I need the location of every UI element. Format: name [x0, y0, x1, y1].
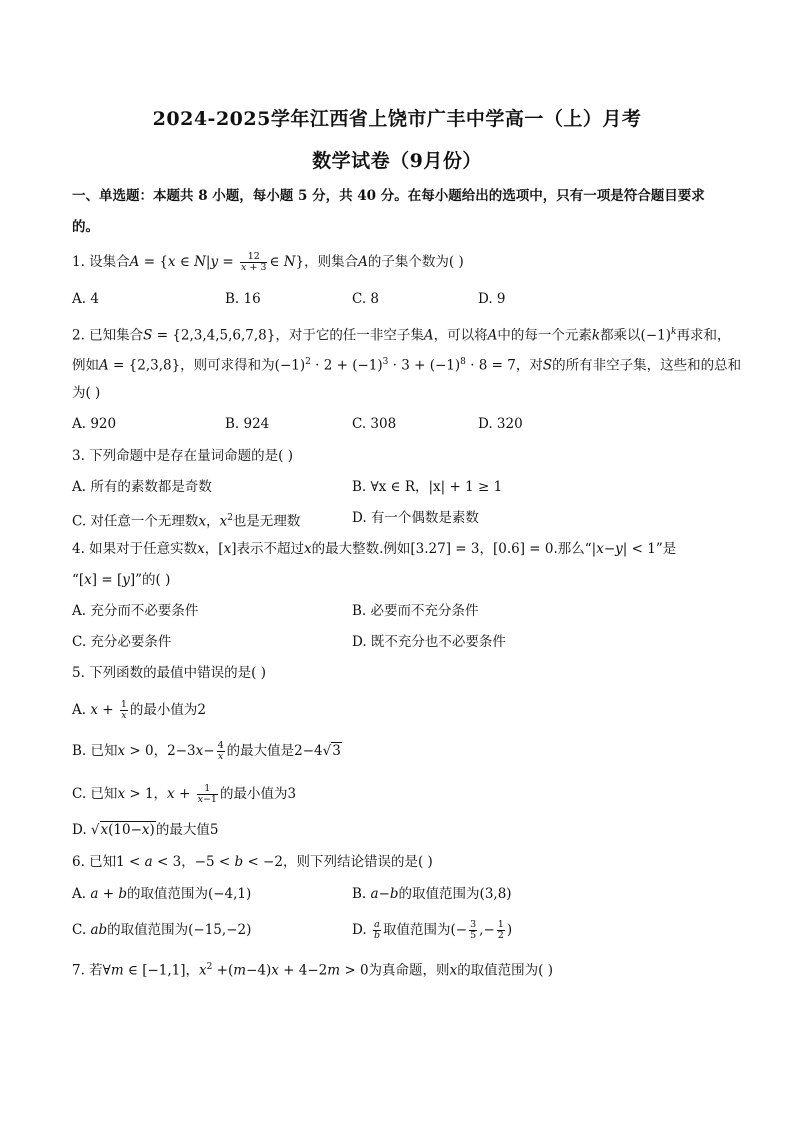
q1-option-b: B. 16 [225, 291, 261, 307]
q3-option-b: B. ∀x ∈ R，|x| + 1 ≥ 1 [352, 479, 503, 495]
q2-option-c: C. 308 [352, 416, 397, 432]
question-3-stem: 3. 下列命题中是存在量词命题的是( ) [72, 448, 293, 464]
question-1-stem: 1. 设集合A = {x ∈ N|y = $\frac{12}{x + 3}$ ∈ N}，则集合A的子集个数为( ) [72, 251, 464, 273]
question-7-stem: 7. 若∀m ∈ [−1,1]，$x^2 +(m-4)x + 4-2m > 0$为真命题，则x的取值范围为( ) [72, 962, 554, 979]
q2-option-a: A. 920 [72, 416, 117, 432]
q6-option-d: D. $\frac{a}{b}$ 取值范围为(− $\frac{3}{5}$ ,− $\frac{1}{2}$ ) [352, 919, 513, 941]
question-5-stem: 5. 下列函数的最值中错误的是( ) [72, 665, 266, 681]
q5-option-b: B. 已知x > 0，2−3x− $\frac{4}{x}$ 的最大值是2−4√3 [72, 740, 341, 762]
q2-option-d: D. 320 [478, 416, 523, 432]
q2-option-b: B. 924 [225, 416, 270, 432]
section-heading: 一、单选题：本题共 8 小题，每小题 5 分，共 40 分。在每小题给出的选项中，只有一项是符合题目要求 [72, 188, 705, 204]
q6-option-c: C. ab的取值范围为(−15,−2) [72, 922, 252, 938]
q1-option-a: A. 4 [72, 291, 99, 307]
q5-option-d: D. √x(10−x)的最大值5 [72, 822, 219, 838]
q3-option-a: A. 所有的素数都是奇数 [72, 479, 212, 495]
question-4-stem-line-2: “[x] = [y]”的( ) [72, 572, 171, 588]
exam-title: 2024-2025学年江西省上饶市广丰中学高一（上）月考 [152, 108, 642, 130]
exam-subtitle: 数学试卷（9月份） [312, 150, 482, 172]
q3-option-c: C. 对任意一个无理数x，$x^2$也是无理数 [72, 513, 301, 530]
q5-option-a: A. x + $\frac{1}{x}$ 的最小值为2 [72, 699, 207, 721]
q4-option-d: D. 既不充分也不必要条件 [352, 634, 506, 650]
q3-option-d: D. 有一个偶数是素数 [352, 510, 479, 526]
q6-option-b: B. a−b的取值范围为(3,8) [352, 886, 512, 902]
q4-option-c: C. 充分必要条件 [72, 634, 172, 650]
q1-option-d: D. 9 [478, 291, 506, 307]
q6-option-a: A. a + b的取值范围为(−4,1) [72, 886, 252, 902]
q4-option-b: B. 必要而不充分条件 [352, 603, 479, 619]
section-heading-cont: 的。 [72, 219, 99, 235]
q5-option-c: C. 已知x > 1，x + $\frac{1}{x-1}$ 的最小值为3 [72, 783, 297, 805]
question-2-stem-line-3: 为( ) [72, 385, 101, 401]
q4-option-a: A. 充分而不必要条件 [72, 603, 199, 619]
q1-option-c: C. 8 [352, 291, 380, 307]
question-6-stem: 6. 已知1 < a < 3，−5 < b < −2，则下列结论错误的是( ) [72, 854, 433, 870]
question-2-stem-line-1: 2. 已知集合S = {2,3,4,5,6,7,8}，对于它的任一非空子集A，可以将A中的每一个元素k都乘以$(-1)^k$再求和， [72, 327, 731, 344]
question-2-stem-line-2: 例如A = {2,3,8}，则可求得和为$(-1)^2 \cdot 2 + (-1)^3 \cdot 3 + (-1)^8 \cdot 8 = 7$，对S的所有非空子集，这些和的总和 [72, 357, 742, 374]
question-4-stem-line-1: 4. 如果对于任意实数x，[x]表示不超过x的最大整数.例如[3.27] = 3，[0.6] = 0.那么“|x−y| < 1”是 [72, 541, 677, 557]
